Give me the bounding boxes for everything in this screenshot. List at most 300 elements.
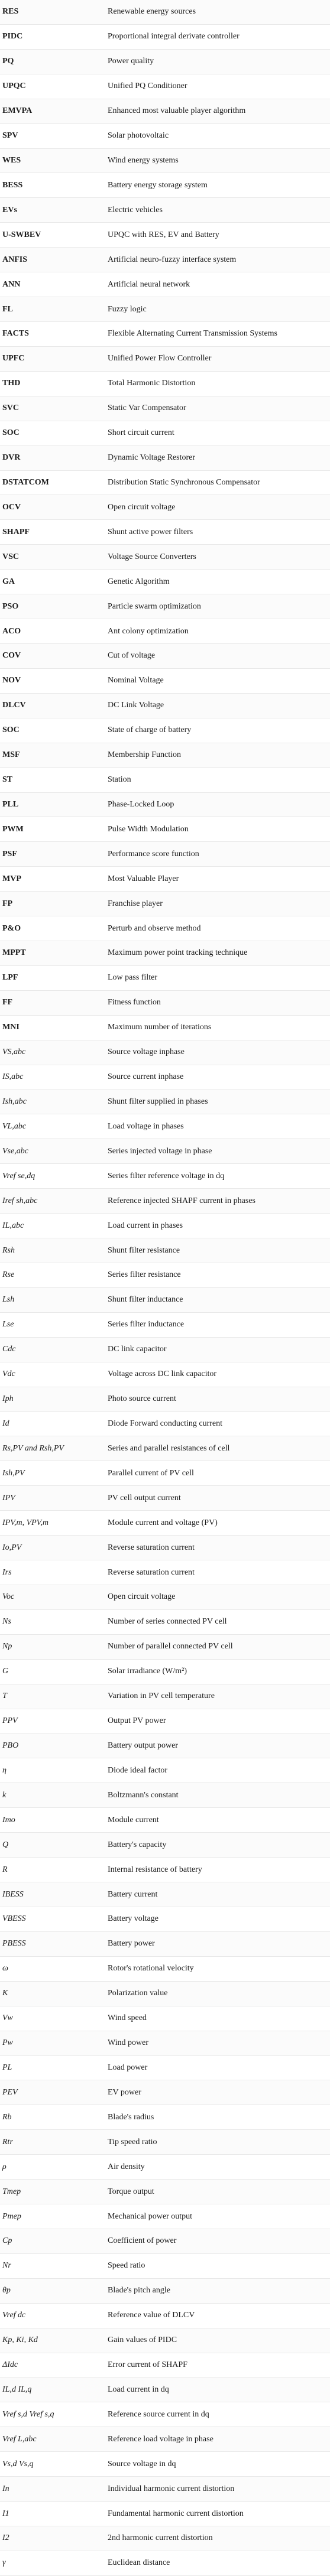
abbreviation-definition: Wind power [108,2039,149,2048]
table-row [0,74,330,99]
abbreviation-term: Id [2,1419,9,1428]
table-row [0,1709,330,1734]
abbreviation-definition: Voltage across DC link capacitor [108,1370,217,1379]
table-row [0,718,330,743]
abbreviation-term: Vref s,d Vref s,q [2,2409,54,2419]
abbreviation-definition: Maximum power point tracking technique [108,949,248,958]
abbreviation-definition: Franchise player [108,899,163,908]
abbreviation-definition: Enhanced most valuable player algorithm [108,107,246,116]
abbreviation-term: MNI [2,1023,20,1032]
abbreviation-definition: Shunt filter inductance [108,1296,183,1305]
abbreviation-definition: Particle swarm optimization [108,602,201,611]
table-row [0,1263,330,1288]
table-row [0,1536,330,1560]
table-row [0,1090,330,1115]
abbreviation-term: IS,abc [2,1072,24,1082]
table-row [0,2229,330,2254]
abbreviation-term: Np [2,1642,12,1651]
table-row [0,2452,330,2477]
abbreviation-definition: Electric vehicles [108,206,163,214]
abbreviation-definition: Artificial neural network [108,280,190,289]
abbreviation-term: Rse [2,1270,15,1280]
abbreviation-term: DSTATCOM [2,477,49,487]
table-row [0,2080,330,2105]
table-row [0,2353,330,2378]
table-row [0,1882,330,1907]
table-row [0,2130,330,2155]
table-row [0,1585,330,1610]
abbreviation-definition: Perturb and observe method [108,924,201,933]
table-row [0,421,330,446]
abbreviation-term: Q [2,1840,9,1849]
abbreviation-definition: Tip speed ratio [108,2138,157,2146]
table-row [0,1932,330,1957]
table-row [0,2279,330,2304]
abbreviation-term: GA [2,577,15,586]
abbreviation-definition: Reverse saturation current [108,1568,195,1577]
table-row [0,1907,330,1932]
abbreviation-definition: Unified Power Flow Controller [108,354,212,363]
table-row [0,941,330,966]
abbreviation-term: PSF [2,849,17,858]
abbreviation-definition: DC Link Voltage [108,701,164,710]
abbreviation-term: Rtr [2,2137,13,2146]
abbreviation-term: NOV [2,676,21,685]
table-row [0,867,330,892]
abbreviation-definition: Artificial neuro-fuzzy interface system [108,255,237,264]
table-row [0,1214,330,1238]
table-row [0,2006,330,2031]
abbreviation-term: UPQC [2,82,26,91]
abbreviation-term: IL,abc [2,1221,24,1230]
abbreviation-definition: Reference source current in dq [108,2410,209,2419]
abbreviation-definition: Short circuit current [108,429,174,438]
table-row [0,1486,330,1511]
abbreviation-term: ANN [2,279,21,289]
table-row [0,1858,330,1882]
abbreviation-definition: Battery energy storage system [108,181,208,190]
table-row [0,991,330,1016]
abbreviation-definition: Low pass filter [108,974,157,983]
table-row [0,1065,330,1090]
abbreviation-definition: Fitness function [108,998,161,1007]
table-row [0,817,330,842]
abbreviation-definition: Performance score function [108,850,199,858]
abbreviation-term: SPV [2,131,18,141]
abbreviation-term: SHAPF [2,527,30,536]
abbreviation-definition: Load power [108,2063,148,2072]
abbreviation-definition: 2nd harmonic current distortion [108,2534,213,2543]
abbreviation-definition: Diode ideal factor [108,1766,168,1775]
table-row [0,149,330,174]
abbreviation-term: FP [2,899,13,908]
table-row [0,1461,330,1486]
table-row [0,1635,330,1660]
abbreviation-definition: Mechanical power output [108,2212,193,2221]
table-row [0,594,330,619]
abbreviation-definition: Speed ratio [108,2262,145,2271]
abbreviation-definition: Reference value of DLCV [108,2311,195,2320]
abbreviation-definition: Proportional integral derivate controller [108,32,240,41]
abbreviation-term: ACO [2,626,21,636]
abbreviation-definition: Distribution Static Synchronous Compensator [108,478,260,487]
table-row [0,1412,330,1437]
abbreviation-term: EMVPA [2,106,33,116]
table-row [0,2477,330,2502]
abbreviation-definition: Power quality [108,57,154,66]
abbreviation-definition: Renewable energy sources [108,8,196,17]
table-row [0,446,330,471]
abbreviation-term: VSC [2,552,20,561]
table-row [0,842,330,867]
abbreviation-term: Io,PV [2,1543,22,1552]
abbreviation-term: Pw [2,2038,13,2048]
table-row [0,322,330,347]
table-row [0,198,330,223]
abbreviation-term: Vref se,dq [2,1171,35,1180]
abbreviation-term: MSF [2,750,20,760]
abbreviation-definition: Most Valuable Player [108,874,179,883]
table-row [0,669,330,694]
table-row [0,1684,330,1709]
table-row [0,1313,330,1338]
abbreviation-term: BESS [2,180,23,190]
abbreviation-definition: Series and parallel resistances of cell [108,1444,230,1453]
table-row [0,396,330,421]
table-row [0,25,330,50]
abbreviation-definition: Load current in phases [108,1221,183,1230]
table-row [0,1734,330,1759]
abbreviation-definition: Shunt filter supplied in phases [108,1098,208,1107]
abbreviation-definition: Parallel current of PV cell [108,1469,194,1478]
table-row [0,570,330,594]
table-row [0,916,330,941]
abbreviation-term: PPV [2,1716,18,1726]
table-row [0,1338,330,1362]
abbreviation-definition: Reference injected SHAPF current in phases [108,1196,255,1205]
abbreviation-term: Vref dc [2,2311,26,2320]
table-row [0,1560,330,1585]
abbreviation-term: PLL [2,799,19,809]
abbreviation-definition: Source voltage inphase [108,1048,185,1057]
table-row [0,619,330,644]
abbreviation-term: FF [2,998,13,1007]
abbreviation-definition: Open circuit voltage [108,1593,176,1602]
abbreviation-term: Vref L,abc [2,2434,37,2444]
abbreviation-definition: Pulse Width Modulation [108,825,189,834]
abbreviation-term: VS,abc [2,1048,26,1057]
abbreviation-term: UPFC [2,354,25,363]
abbreviation-term: K [2,1989,8,1998]
abbreviation-definition: Diode Forward conducting current [108,1420,222,1428]
abbreviation-term: MVP [2,874,21,883]
abbreviation-definition: Voltage Source Converters [108,552,196,561]
abbreviation-term: SOC [2,726,20,735]
abbreviation-definition: Fuzzy logic [108,305,147,314]
abbreviation-term: G [2,1667,9,1676]
table-row [0,124,330,149]
abbreviation-term: Nr [2,2261,11,2271]
table-row [0,1387,330,1412]
table-row [0,892,330,916]
abbreviation-term: η [2,1765,7,1775]
table-row [0,768,330,793]
abbreviation-definition: Blade's pitch angle [108,2286,170,2295]
table-row [0,2056,330,2081]
abbreviation-term: LPF [2,973,18,983]
abbreviation-term: DVR [2,453,21,463]
abbreviation-definition: Ant colony optimization [108,627,189,636]
table-row [0,50,330,74]
table-row [0,1957,330,1982]
abbreviation-term: Imo [2,1815,15,1824]
abbreviation-definition: Maximum number of iterations [108,1023,212,1032]
abbreviation-definition: Battery voltage [108,1915,158,1924]
abbreviation-definition: Air density [108,2162,145,2171]
abbreviation-definition: Nominal Voltage [108,676,164,685]
abbreviation-definition: Solar irradiance (W/m²) [108,1667,187,1676]
abbreviation-definition: Module current [108,1816,159,1824]
abbreviation-term: Ns [2,1617,11,1627]
abbreviation-definition: Internal resistance of battery [108,1865,202,1874]
abbreviation-definition: Series filter inductance [108,1320,185,1329]
abbreviation-definition: Battery current [108,1890,158,1899]
abbreviation-term: T [2,1692,7,1701]
abbreviation-term: Rs,PV and Rsh,PV [2,1443,64,1453]
table-row [0,2254,330,2279]
abbreviation-term: ΔIdc [2,2360,18,2370]
abbreviation-term: Ish,PV [2,1468,25,1478]
table-row [0,471,330,496]
abbreviation-definition: Membership Function [108,751,182,760]
abbreviation-term: PL [2,2063,12,2072]
abbreviation-term: VL,abc [2,1121,27,1131]
abbreviation-term: IBESS [2,1889,24,1899]
abbreviation-definition: Module current and voltage (PV) [108,1518,218,1527]
abbreviation-term: SVC [2,404,20,413]
abbreviation-term: I1 [2,2509,9,2518]
table-row [0,1808,330,1833]
abbreviation-term: PBO [2,1741,19,1750]
abbreviation-term: Iref sh,abc [2,1196,38,1205]
abbreviation-term: DLCV [2,701,26,710]
abbreviation-term: ANFIS [2,255,28,264]
abbreviation-definition: Phase-Locked Loop [108,800,174,809]
abbreviation-term: PEV [2,2087,18,2097]
abbreviation-term: OCV [2,502,21,512]
abbreviation-definition: PV cell output current [108,1494,181,1502]
abbreviation-term: ρ [2,2162,7,2171]
abbreviation-definition: Battery output power [108,1741,178,1750]
abbreviation-definition: Error current of SHAPF [108,2361,187,2370]
table-row [0,2502,330,2526]
abbreviation-term: In [2,2484,9,2493]
abbreviation-definition: Variation in PV cell temperature [108,1692,215,1701]
abbreviation-definition: Source current inphase [108,1073,184,1082]
abbreviation-definition: Cut of voltage [108,652,156,661]
abbreviation-definition: Series injected voltage in phase [108,1147,212,1156]
abbreviation-definition: UPQC with RES, EV and Battery [108,230,219,239]
abbreviation-term: MPPT [2,948,26,958]
abbreviation-term: COV [2,651,21,661]
abbreviation-definition: Blade's radius [108,2113,154,2122]
abbreviation-term: Irs [2,1567,12,1577]
table-row [0,347,330,372]
abbreviation-definition: Polarization value [108,1989,168,1998]
abbreviation-definition: Coefficient of power [108,2237,177,2246]
abbreviation-definition: Wind speed [108,2014,147,2023]
table-row [0,2402,330,2427]
abbreviation-definition: Boltzmann's constant [108,1791,179,1800]
abbreviation-definition: Gain values of PIDC [108,2336,177,2345]
abbreviation-definition: Reference load voltage in phase [108,2435,213,2444]
table-row [0,1362,330,1387]
table-row [0,644,330,669]
table-row [0,1660,330,1684]
abbreviation-definition: Series filter reference voltage in dq [108,1172,225,1180]
table-row [0,1164,330,1189]
abbreviation-term: Pmep [2,2211,21,2221]
table-row [0,2031,330,2056]
abbreviation-term: Vdc [2,1370,15,1379]
table-row [0,520,330,545]
abbreviation-definition: Unified PQ Conditioner [108,82,187,91]
abbreviation-definition: Battery power [108,1940,155,1949]
abbreviation-definition: Individual harmonic current distortion [108,2484,235,2493]
abbreviation-definition: Open circuit voltage [108,503,176,512]
abbreviation-definition: Reverse saturation current [108,1543,195,1552]
abbreviation-term: γ [2,2558,6,2568]
table-row [0,1758,330,1783]
abbreviation-term: Ish,abc [2,1097,27,1107]
abbreviation-term: EVs [2,205,17,214]
table-row [0,2155,330,2180]
abbreviation-definition: Fundamental harmonic current distortion [108,2509,244,2518]
table-row [0,272,330,297]
abbreviation-term: SOC [2,428,20,438]
table-row [0,1833,330,1858]
table-row [0,223,330,248]
abbreviation-term: ST [2,775,13,785]
abbreviation-term: THD [2,379,21,388]
table-row [0,2180,330,2204]
table-row [0,1139,330,1164]
table-row [0,2328,330,2353]
abbreviation-definition: Number of parallel connected PV cell [108,1642,233,1651]
abbreviation-definition: Dynamic Voltage Restorer [108,454,196,463]
table-row [0,2551,330,2576]
abbreviation-definition: Flexible Alternating Current Transmission Systems [108,330,278,339]
abbreviation-term: Lse [2,1320,14,1329]
abbreviation-definition: Euclidean distance [108,2559,170,2568]
table-row [0,99,330,124]
table-row [0,2204,330,2229]
abbreviation-definition: Source voltage in dq [108,2460,176,2468]
table-row [0,1189,330,1214]
table-row [0,2526,330,2551]
abbreviation-term: Kp, Ki, Kd [2,2336,38,2345]
abbreviation-definition: Torque output [108,2187,154,2196]
abbreviation-term: Lsh [2,1295,15,1305]
table-row [0,1114,330,1139]
abbreviation-term: ω [2,1964,8,1973]
table-row [0,2427,330,2452]
table-row [0,793,330,818]
abbreviation-term: FL [2,304,13,314]
abbreviation-term: Rb [2,2112,12,2122]
table-row [0,1982,330,2006]
abbreviation-term: IPV [2,1493,15,1502]
abbreviation-term: IL,d IL,q [2,2385,32,2394]
abbreviation-definition: State of charge of battery [108,726,192,735]
abbreviation-term: Vse,abc [2,1146,28,1156]
table-row [0,2378,330,2403]
abbreviation-definition: Number of series connected PV cell [108,1618,227,1627]
abbreviation-definition: Shunt active power filters [108,528,193,536]
abbreviation-term: PBESS [2,1939,26,1949]
table-row [0,2304,330,2328]
abbreviation-definition: Rotor's rotational velocity [108,1964,194,1973]
abbreviation-definition: Battery's capacity [108,1840,167,1849]
table-row [0,1288,330,1313]
table-row [0,2105,330,2130]
table-row [0,173,330,198]
abbreviation-definition: DC link capacitor [108,1345,167,1354]
abbreviation-term: Rsh [2,1245,15,1255]
abbreviation-definition: Shunt filter resistance [108,1246,180,1255]
abbreviation-term: PQ [2,57,14,66]
abbreviation-term: RES [2,7,19,17]
table-row [0,1511,330,1536]
table-row [0,1016,330,1040]
table-row [0,1238,330,1263]
abbreviation-term: WES [2,155,21,165]
abbreviation-definition: Series filter resistance [108,1271,181,1280]
abbreviation-term: FACTS [2,329,29,339]
abbreviation-term: U-SWBEV [2,230,41,239]
table-row [0,545,330,570]
abbreviation-definition: Total Harmonic Distortion [108,379,196,388]
abbreviation-definition: Solar photovoltaic [108,132,169,141]
table-row [0,694,330,718]
table-row [0,966,330,991]
table-row [0,0,330,25]
abbreviation-definition: Static Var Compensator [108,404,186,413]
abbreviation-term: Voc [2,1592,15,1602]
table-row [0,1436,330,1461]
table-row [0,495,330,520]
abbreviation-term: R [2,1865,8,1874]
abbreviation-term: I2 [2,2533,9,2543]
abbreviation-term: P&O [2,923,21,933]
abbreviation-definition: Load current in dq [108,2385,169,2394]
abbreviation-definition: EV power [108,2088,141,2097]
abbreviation-term: Tmep [2,2187,21,2196]
abbreviation-term: Vw [2,2014,13,2023]
abbreviation-definition: Load voltage in phases [108,1122,184,1131]
table-row [0,1610,330,1635]
table-row [0,372,330,396]
abbreviation-term: k [2,1790,7,1800]
abbreviation-term: Vs,d Vs,q [2,2459,34,2468]
abbreviation-definition: Wind energy systems [108,156,179,165]
abbreviation-term: PSO [2,601,19,611]
abbreviation-term: Iph [2,1394,14,1404]
table-row [0,743,330,768]
abbreviation-term: Cdc [2,1345,16,1354]
abbreviation-definition: Genetic Algorithm [108,577,170,586]
table-row [0,248,330,272]
